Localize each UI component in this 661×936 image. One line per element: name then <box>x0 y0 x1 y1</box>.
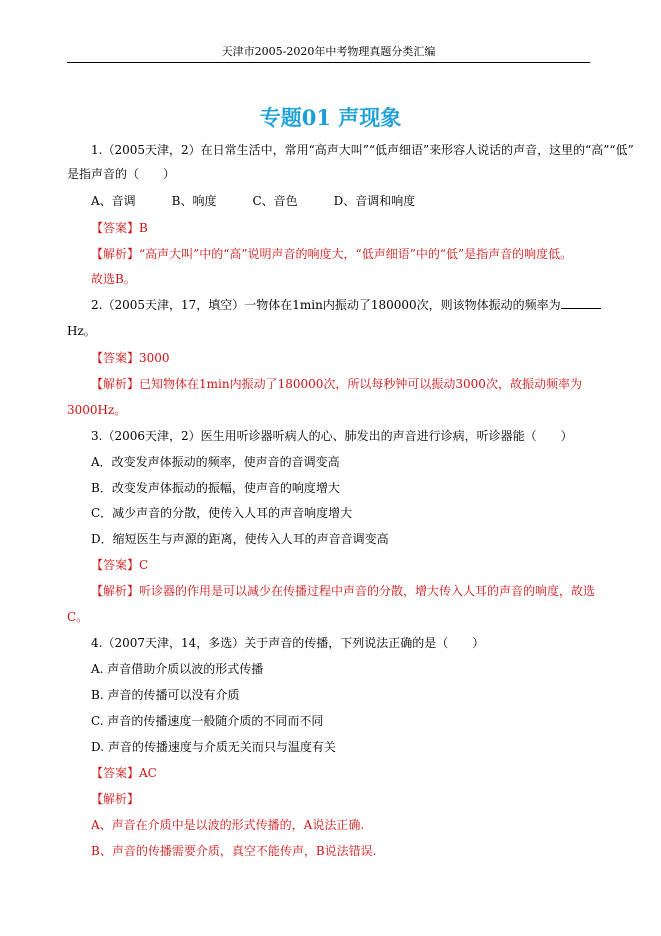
header-divider <box>67 62 590 63</box>
q3-option-a: A．改变发声体振动的频率，使声音的音调变高 <box>91 455 340 469</box>
analysis-tag: 【解析】 <box>91 377 140 391</box>
q4-analysis-line2: B、声音的传播需要介质，真空不能传声，B说法错误. <box>91 844 377 858</box>
q1-stem-line2: 是指声音的（ ） <box>67 167 176 181</box>
q2-answer <box>91 350 170 366</box>
q2-stem-line1 <box>91 297 601 313</box>
answer-value: AC <box>139 766 157 780</box>
q4-option-b: B. 声音的传播可以没有介质 <box>91 688 240 702</box>
q4-answer <box>91 765 157 781</box>
q2-analysis-line1 <box>91 376 582 392</box>
answer-value: C <box>139 558 149 572</box>
q1-analysis <box>91 246 572 262</box>
answer-tag: 【答案】 <box>91 221 140 235</box>
q1-stem-line1: 1.（2005天津，2）在日常生活中，常用“高声大叫”“低声细语”来形容人说话的声音，这里的“高”“低” <box>91 143 634 157</box>
analysis-text: 已知物体在1min内振动了180000次，所以每秒钟可以振动3000次，故振动频率为 <box>139 377 582 391</box>
page-title: 专题01 声现象 <box>259 105 402 130</box>
q1-conclusion: 故选B。 <box>91 272 136 286</box>
answer-tag: 【答案】 <box>91 766 140 780</box>
q1-options: A、音调 B、响度 C、音色 D、音调和响度 <box>91 194 416 208</box>
q4-analysis-line1: A、声音在介质中是以波的形式传播的，A说法正确. <box>91 818 365 832</box>
q3-answer <box>91 557 148 573</box>
q1-answer <box>91 220 148 236</box>
answer-value: B <box>139 221 148 235</box>
q4-option-d: D. 声音的传播速度与介质无关而只与温度有关 <box>91 740 336 754</box>
fill-in-blank <box>561 297 601 309</box>
q4-analysis-tag: 【解析】 <box>91 792 140 806</box>
q4-stem: 4.（2007天津，14，多选）关于声音的传播，下列说法正确的是（ ） <box>91 636 485 650</box>
q2-stem-line2: Hz。 <box>67 324 96 338</box>
q2-analysis-line2: 3000Hz。 <box>67 403 127 417</box>
q3-analysis-line1 <box>91 583 595 599</box>
analysis-text: 听诊器的作用是可以减少在传播过程中声音的分散，增大传入人耳的声音的响度，故选 <box>139 584 596 598</box>
q3-option-c: C．减少声音的分散，使传入人耳的声音响度增大 <box>91 506 353 520</box>
analysis-text: “高声大叫”中的“高”说明声音的响度大，“低声细语”中的“低”是指声音的响度低。 <box>139 247 573 261</box>
q3-option-d: D．缩短医生与声源的距离，使传入人耳的声音音调变高 <box>91 532 389 546</box>
answer-tag: 【答案】 <box>91 351 140 365</box>
q3-analysis-line2: C。 <box>67 610 89 624</box>
answer-tag: 【答案】 <box>91 558 140 572</box>
q2-stem-text: 2.（2005天津，17，填空）一物体在1min内振动了180000次，则该物体振动的频率为 <box>91 298 561 312</box>
page-header: 天津市2005-2020年中考物理真题分类汇编 <box>221 45 436 58</box>
analysis-tag: 【解析】 <box>91 247 140 261</box>
analysis-tag: 【解析】 <box>91 584 140 598</box>
q4-option-a: A. 声音借助介质以波的形式传播 <box>91 662 264 676</box>
q4-option-c: C. 声音的传播速度一般随介质的不同而不同 <box>91 714 324 728</box>
answer-value: 3000 <box>139 351 170 365</box>
q3-option-b: B．改变发声体振动的振幅，使声音的响度增大 <box>91 481 340 495</box>
q3-stem: 3.（2006天津，2）医生用听诊器听病人的心、肺发出的声音进行诊病，听诊器能（ ） <box>91 429 573 443</box>
